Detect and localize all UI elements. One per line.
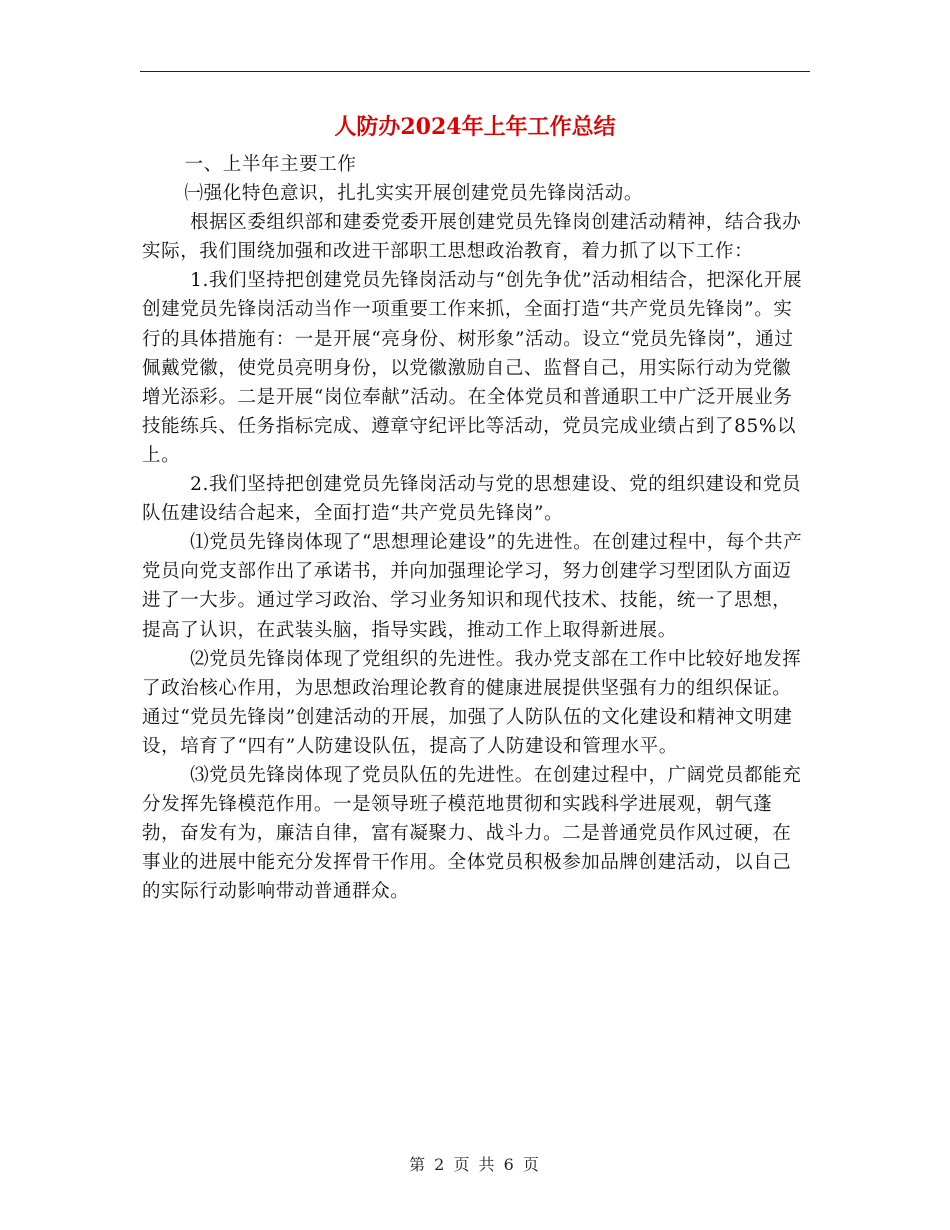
- document-body: [142, 150, 810, 906]
- document-title: 人防办2024年上年工作总结: [334, 114, 616, 140]
- body-paragraph: ⑴党员先锋岗体现了“思想理论建设”的先进性。在创建过程中，每个共产党员向党支部作出了承诺书，并向加强理论学习，努力创建学习型团队方面迈进了一大步。通过学习政治、学习业务知识和现代技术、技能，统一了思想，提高了认识，在武装头脑，指导实践，推动工作上取得新进展。: [142, 532, 803, 641]
- body-paragraph: ⑶党员先锋岗体现了党员队伍的先进性。在创建过程中，广阔党员都能充分发挥先锋模范作用。一是领导班子模范地贯彻和实践科学进展观，朝气蓬勃，奋发有为，廉洁自律，富有凝聚力、战斗力。二是普通党员作风过硬，在事业的进展中能充分发挥骨干作用。全体党员积极参加品牌创建活动，以自己的实际行动影响带动普通群众。: [142, 764, 802, 903]
- body-paragraph: 根据区委组织部和建委党委开展创建党员先锋岗创建活动精神，结合我办实际，我们围绕加强和改进干部职工思想政治教育，着力抓了以下工作：: [142, 212, 802, 263]
- section-heading: 一、上半年主要工作: [184, 154, 357, 175]
- subsection-heading: ㈠强化特色意识，扎扎实实开展创建党员先锋岗活动。: [184, 183, 643, 205]
- page-number: 第 2 页 共 6 页: [409, 1155, 541, 1174]
- header-rule: [140, 71, 810, 72]
- body-paragraph: 2.我们坚持把创建党员先锋岗活动与党的思想建设、党的组织建设和党员队伍建设结合起来，全面打造“共产党员先锋岗”。: [142, 474, 802, 525]
- body-paragraph: 1.我们坚持把创建党员先锋岗活动与“创先争优”活动相结合，把深化开展创建党员先锋岗活动当作一项重要工作来抓，全面打造“共产党员先锋岗”。实行的具体措施有：一是开展“亮身份、树形象”活动。设立“党员先锋岗”，通过佩戴党徽，使党员亮明身份，以党徽激励自己、监督自己，用实际行动为党徽增光添彩。二是开展“岗位奉献”活动。在全体党员和普通职工中广泛开展业务技能练兵、任务指标完成、遵章守纪评比等活动，党员完成业绩占到了85%以上。: [142, 270, 803, 466]
- body-paragraph: ⑵党员先锋岗体现了党组织的先进性。我办党支部在工作中比较好地发挥了政治核心作用，为思想政治理论教育的健康进展提供坚强有力的组织保证。通过“党员先锋岗”创建活动的开展，加强了人防队伍的文化建设和精神文明建设，培育了“四有”人防建设队伍，提高了人防建设和管理水平。: [142, 648, 802, 757]
